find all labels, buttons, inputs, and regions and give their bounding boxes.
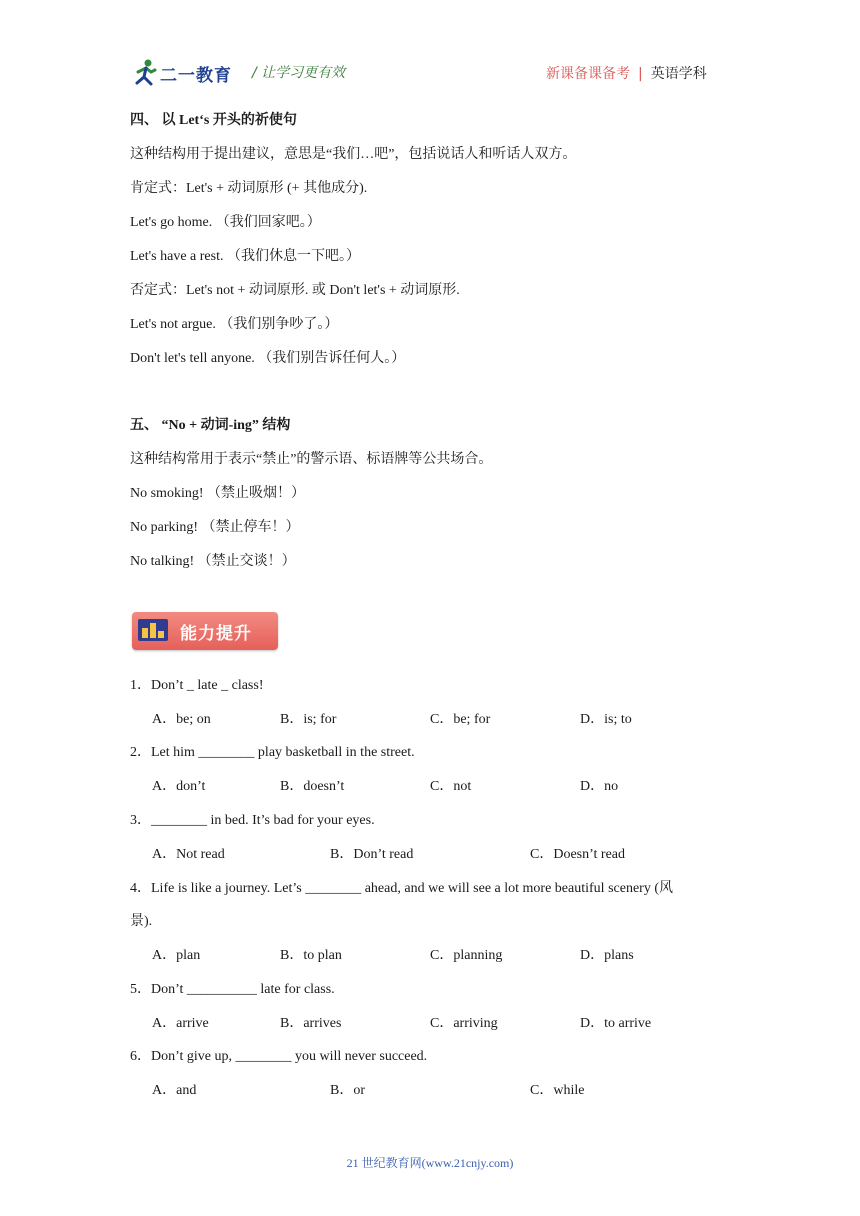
question-option: D．no [580,779,619,794]
question-option: C．be; for [430,712,491,727]
question-option: C．planning [430,948,503,963]
logo-text: 二一教育 [160,66,232,86]
header-course-label: 新课备课备考 [546,66,630,82]
section-5-heading: 五、 “No + 动词-ing” 结构 [130,418,291,433]
chart-icon [138,619,168,641]
section-4-line: 否定式：Let's not + 动词原形. 或 Don't let's + 动词原形. [130,283,460,298]
section-4-line: Let's have a rest. （我们休息一下吧。） [130,249,360,264]
question-stem: 1．Don’t _ late _ class! [130,678,264,693]
question-stem: 5．Don’t __________ late for class. [130,982,335,997]
section-4-line: Let's not argue. （我们别争吵了。） [130,317,339,332]
section-4-line: Don't let's tell anyone. （我们别告诉任何人。） [130,351,406,366]
slogan: / 让学习更有效 [252,65,346,81]
question-option: D．is; to [580,712,632,727]
ability-badge [132,612,278,650]
question-option: B．Don’t read [330,847,414,862]
question-option: C．while [530,1083,585,1098]
question-option: B．to plan [280,948,342,963]
footer-source: 21 世纪教育网(www.21cnjy.com) [346,1156,514,1170]
section-5-line: No talking! （禁止交谈！） [130,554,296,569]
header-subject [546,63,707,83]
question-stem: 4．Life is like a journey. Let’s ________ ahead, and we will see a lot more beautiful scenery (风 [130,881,673,896]
section-4-line: 这种结构用于提出建议，意思是“我们…吧”，包括说话人和听话人双方。 [130,147,577,162]
question-option: C．not [430,779,472,794]
question-option: B．is; for [280,712,337,727]
question-option: A．arrive [152,1016,209,1031]
question-option: A．Not read [152,847,225,862]
runner-logo-icon [132,58,158,86]
question-stem: 3．________ in bed. It’s bad for your eyes. [130,813,375,828]
question-option: B．or [330,1083,365,1098]
section-4-heading: 四、 以 Let‘s 开头的祈使句 [130,113,297,128]
section-4-line: Let's go home. （我们回家吧。） [130,215,321,230]
question-stem: 2．Let him ________ play basketball in the street. [130,745,415,760]
question-option: A．don’t [152,779,206,794]
section-5-line: 这种结构常用于表示“禁止”的警示语、标语牌等公共场合。 [130,452,493,467]
brand-logo [132,58,242,88]
badge-label: 能力提升 [180,624,252,644]
header-separator: | [638,66,643,82]
question-stem: 6．Don’t give up, ________ you will never succeed. [130,1049,428,1064]
question-stem-continuation: 景). [130,914,153,929]
question-option: C．arriving [430,1016,498,1031]
header-subject-label: 英语学科 [650,66,707,82]
question-option: A．plan [152,948,201,963]
section-5-line: No parking! （禁止停车！） [130,520,300,535]
question-option: D．plans [580,948,634,963]
section-4-line: 肯定式：Let's + 动词原形 (+ 其他成分). [130,181,368,196]
question-option: B．doesn’t [280,779,345,794]
question-option: A．be; on [152,712,211,727]
section-5-line: No smoking! （禁止吸烟！） [130,486,305,501]
question-option: C．Doesn’t read [530,847,625,862]
question-option: B．arrives [280,1016,342,1031]
question-option: A．and [152,1083,197,1098]
question-option: D．to arrive [580,1016,652,1031]
